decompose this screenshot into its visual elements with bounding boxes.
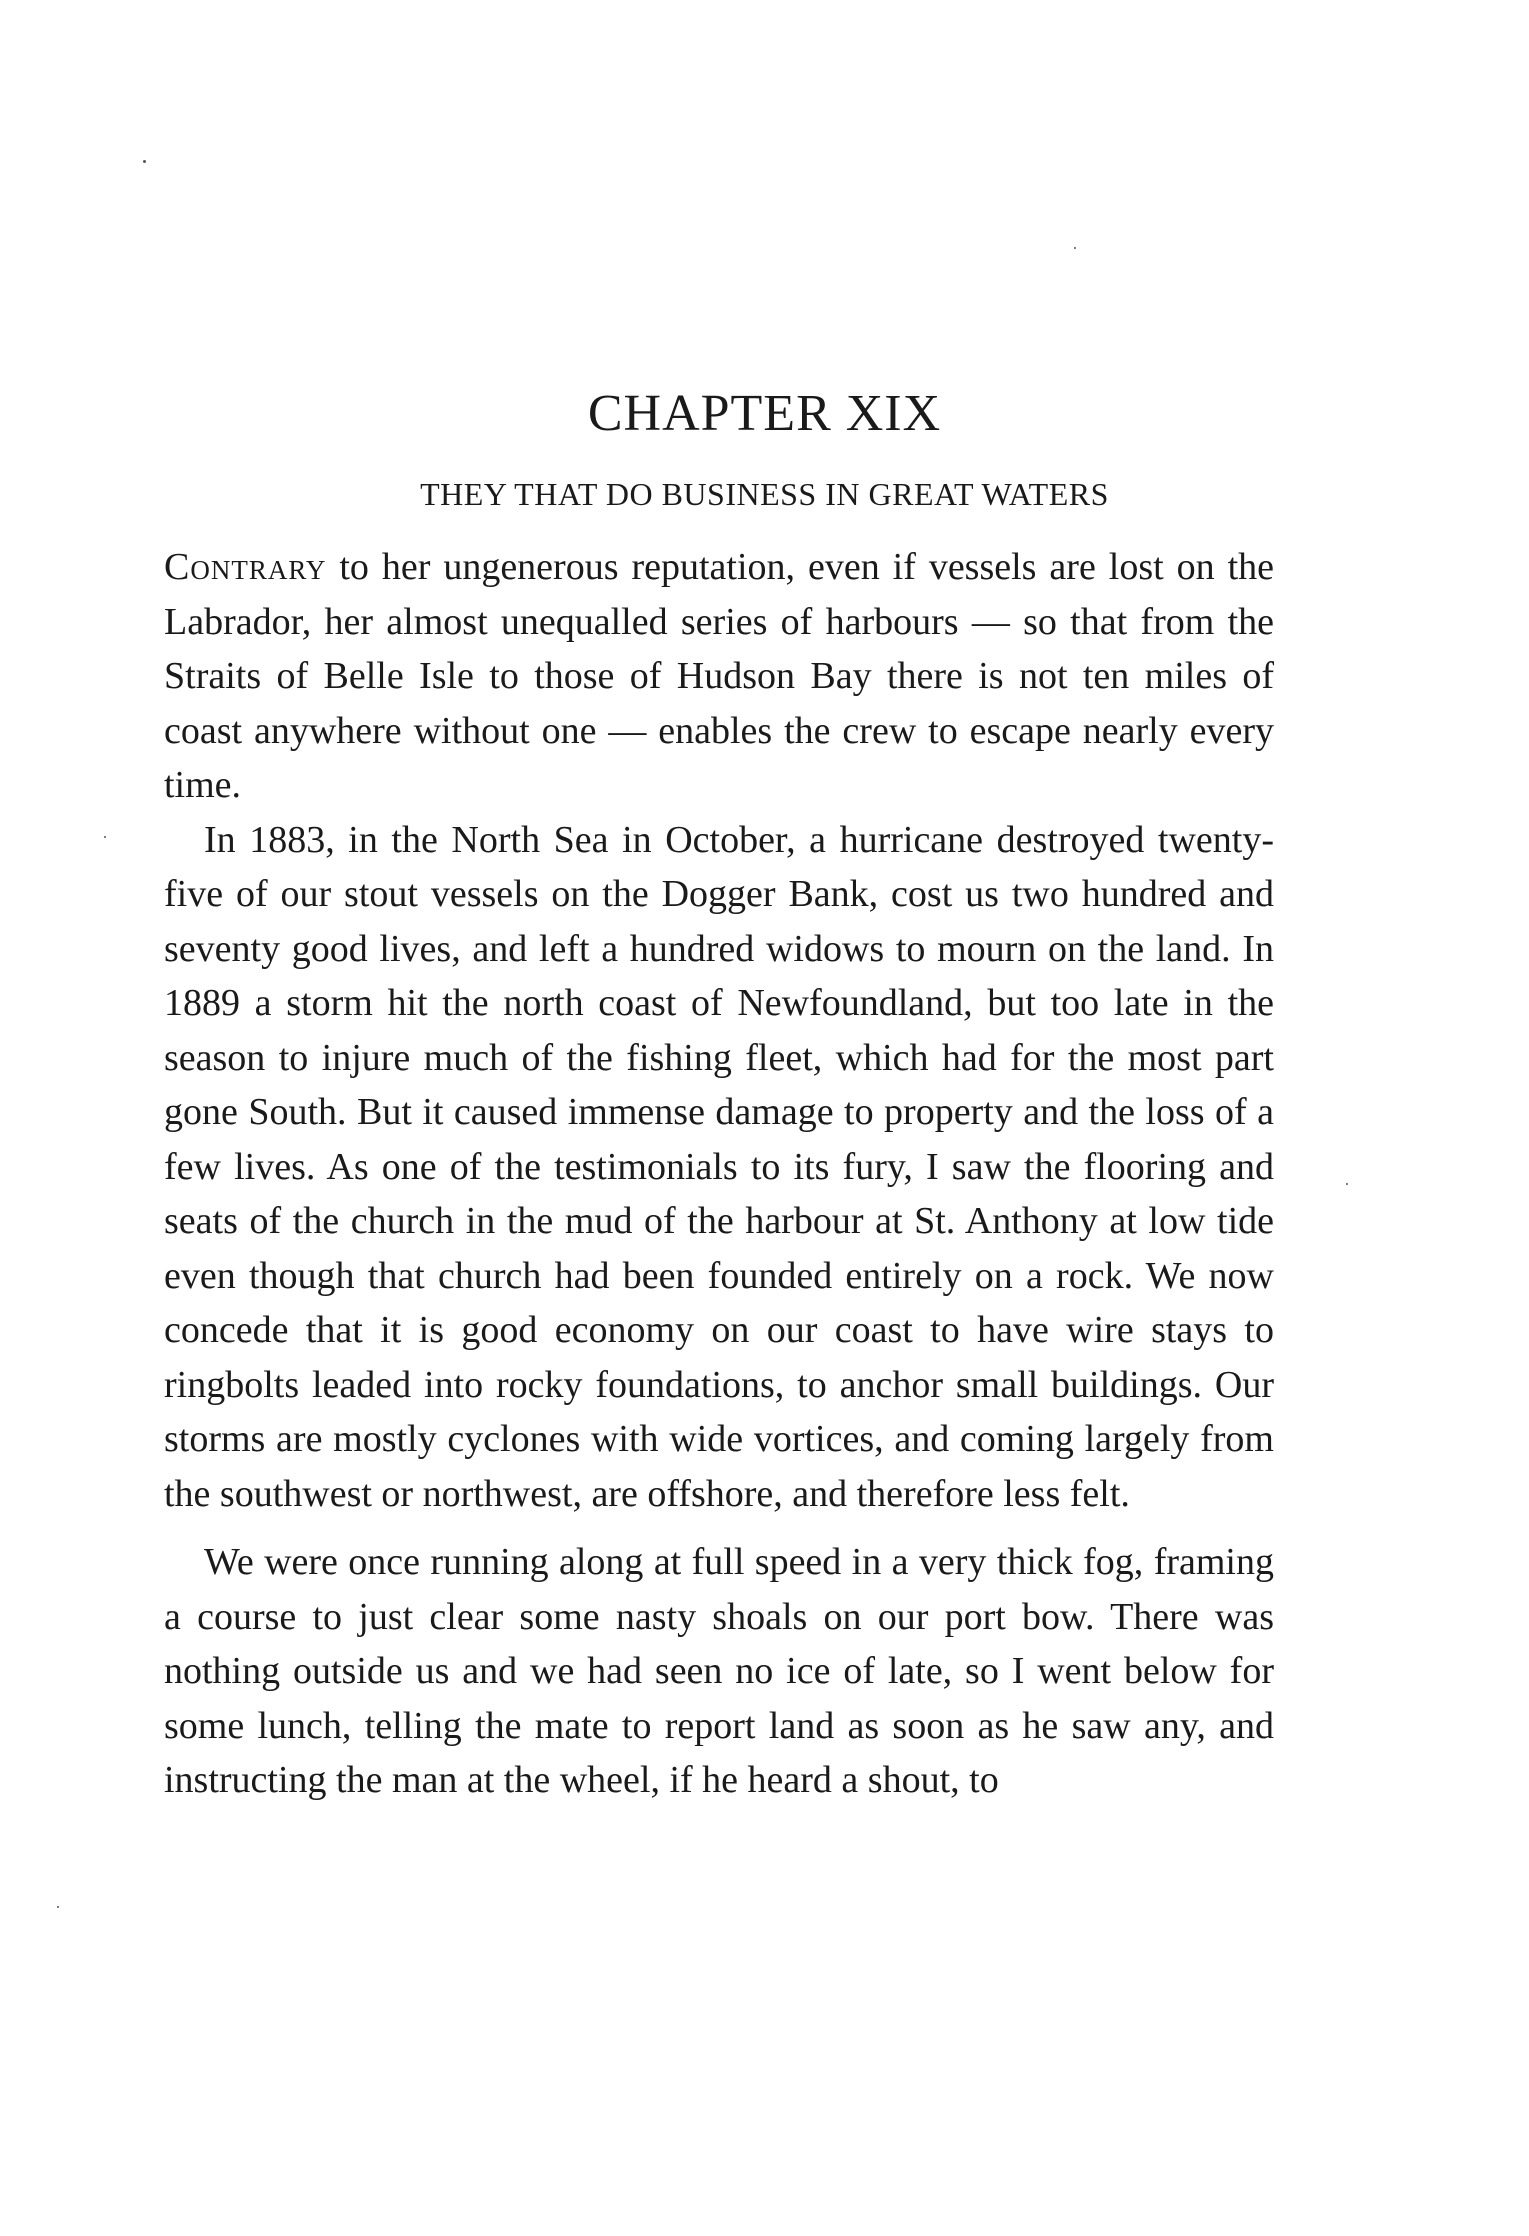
paragraph-1: [164, 540, 1274, 813]
chapter-subtitle: THEY THAT DO BUSINESS IN GREAT WATERS: [420, 476, 1109, 512]
paper-speck: [143, 160, 146, 163]
chapter-title: CHAPTER XIX: [587, 385, 942, 442]
paragraph-text: to her ungenerous reputation, even if vessels are lost on the Labrador, her almost unequalled series of harbours — so that from the Straits of Belle Isle to those of Hudson Bay there is not ten miles of coast anywhere without one — enables the crew to escape nearly every time.: [164, 546, 1274, 806]
paper-speck: [104, 836, 106, 838]
paragraph-3: [164, 1535, 1274, 1808]
paper-speck: [1074, 247, 1076, 249]
chapter-body: [164, 540, 1274, 1808]
paper-speck: [57, 1906, 59, 1908]
paper-speck: [1346, 1183, 1348, 1185]
paragraph-text: In 1883, in the North Sea in October, a hurricane destroyed twenty-five of our stout vessels on the Dogger Bank, cost us two hundred and seventy good lives, and left a hundred widows to mourn on the land. In 1889 a storm hit the north coast of Newfoundland, but too late in the season to injure much of the fishing fleet, which had for the most part gone South. But it caused immense damage to property and the loss of a few lives. As one of the testimonials to its fury, I saw the flooring and seats of the church in the mud of the harbour at St. Anthony at low tide even though that church had been founded entirely on a rock. We now concede that it is good economy on our coast to have wire stays to ringbolts leaded into rocky foundations, to anchor small buildings. Our storms are mostly cyclones with wide vortices, and coming largely from the southwest or northwest, are offshore, and therefore less felt.: [164, 818, 1274, 1515]
paragraph-2: [164, 813, 1274, 1522]
paragraph-lead-in: Contrary: [164, 546, 327, 588]
paragraph-text: We were once running along at full speed in a very thick fog, framing a course to just clear some nasty shoals on our port bow. There was nothing outside us and we had seen no ice of late, so I went below for some lunch, telling the mate to report land as soon as he saw any, and instructing the man at the wheel, if he heard a shout, to: [164, 1541, 1274, 1801]
